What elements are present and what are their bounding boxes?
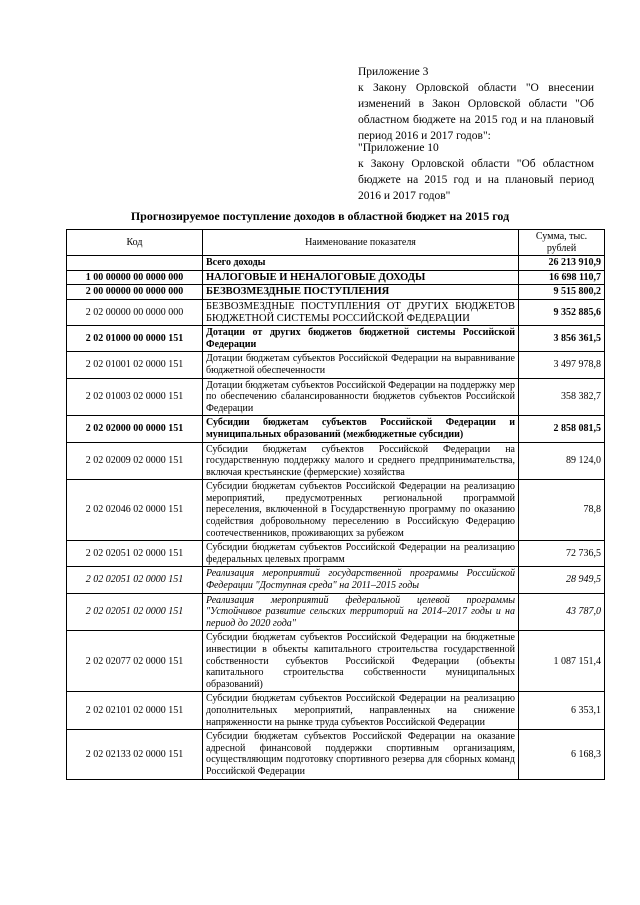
row-sum: 1 087 151,4: [519, 631, 605, 692]
row-name: БЕЗВОЗМЕЗДНЫЕ ПОСТУПЛЕНИЯ: [203, 285, 519, 300]
row-sum: 28 949,5: [519, 567, 605, 593]
row-code: 2 02 02046 02 0000 151: [67, 480, 203, 541]
row-name: Реализация мероприятий государственной программы Российской Федерации "Доступная среда" на 2011–2015 годы: [203, 567, 519, 593]
row-code: 2 02 02051 02 0000 151: [67, 541, 203, 567]
table-row: [67, 256, 605, 271]
row-sum: 43 787,0: [519, 593, 605, 631]
row-code: 1 00 00000 00 0000 000: [67, 270, 203, 285]
document-title: Прогнозируемое поступление доходов в областной бюджет на 2015 год: [130, 209, 510, 223]
row-name: НАЛОГОВЫЕ И НЕНАЛОГОВЫЕ ДОХОДЫ: [203, 270, 519, 285]
table-row: [67, 326, 605, 352]
row-sum: 26 213 910,9: [519, 256, 605, 271]
table-row: [67, 631, 605, 692]
row-name: Реализация мероприятий федеральной целевой программы "Устойчивое развитие сельских территорий на 2014–2017 годы и на период до 2020 года": [203, 593, 519, 631]
row-code: 2 02 00000 00 0000 000: [67, 299, 203, 325]
header-code: Код: [67, 230, 203, 256]
table-row: [67, 541, 605, 567]
table-row: [67, 692, 605, 730]
row-name: Всего доходы: [203, 256, 519, 271]
table-header-row: [67, 230, 605, 256]
row-code: 2 02 02051 02 0000 151: [67, 567, 203, 593]
row-name: Дотации от других бюджетов бюджетной системы Российской Федерации: [203, 326, 519, 352]
table-row: [67, 416, 605, 442]
appendix-3-note: [358, 64, 594, 144]
row-name: Дотации бюджетам субъектов Российской Федерации на выравнивание бюджетной обеспеченности: [203, 352, 519, 378]
row-code: 2 02 02133 02 0000 151: [67, 730, 203, 779]
header-sum: Сумма, тыс. рублей: [519, 230, 605, 256]
row-name: БЕЗВОЗМЕЗДНЫЕ ПОСТУПЛЕНИЯ ОТ ДРУГИХ БЮДЖЕТОВ БЮДЖЕТНОЙ СИСТЕМЫ РОССИЙСКОЙ ФЕДЕРАЦИИ: [203, 299, 519, 325]
row-code: 2 02 02000 00 0000 151: [67, 416, 203, 442]
row-name: Субсидии бюджетам субъектов Российской Федерации на государственную поддержку малого и среднего предпринимательства, включая крестьянские (фермерские) хозяйства: [203, 442, 519, 480]
row-code: 2 02 01001 02 0000 151: [67, 352, 203, 378]
revenue-table: [66, 229, 605, 780]
row-code: 2 02 02009 02 0000 151: [67, 442, 203, 480]
row-code: 2 02 02051 02 0000 151: [67, 593, 203, 631]
appendix-10-label: "Приложение 10: [358, 142, 439, 154]
row-name: Субсидии бюджетам субъектов Российской Федерации на реализацию мероприятий, предусмотренных региональной программой переселения, включенной в Государственную программу по оказанию содействия добровольному переселению в Российскую Федерацию соотечественников, проживающих за рубежом: [203, 480, 519, 541]
row-name: Субсидии бюджетам субъектов Российской Федерации на бюджетные инвестиции в объекты капитального строительства государственной собственности субъектов Российской Федерации (объекты капитального строительства собственности муниципальных образований): [203, 631, 519, 692]
table-row: [67, 299, 605, 325]
table-row: [67, 442, 605, 480]
appendix-10-note: [358, 140, 594, 204]
row-code: 2 02 02101 02 0000 151: [67, 692, 203, 730]
row-sum: 16 698 110,7: [519, 270, 605, 285]
table-row: [67, 378, 605, 416]
row-sum: 89 124,0: [519, 442, 605, 480]
row-name: Субсидии бюджетам субъектов Российской Федерации на реализацию дополнительных мероприятий, направленных на снижение напряженности на рынке труда субъектов Российской Федерации: [203, 692, 519, 730]
row-name: Субсидии бюджетам субъектов Российской Федерации на оказание адресной финансовой поддержки спортивным организациям, осуществляющим подготовку спортивного резерва для сборных команд Российской Федерации: [203, 730, 519, 779]
table-row: [67, 352, 605, 378]
appendix-3-label: Приложение 3: [358, 66, 429, 78]
row-sum: 6 353,1: [519, 692, 605, 730]
row-code: 2 00 00000 00 0000 000: [67, 285, 203, 300]
row-sum: 72 736,5: [519, 541, 605, 567]
row-sum: 9 352 885,6: [519, 299, 605, 325]
row-sum: 6 168,3: [519, 730, 605, 779]
row-code: 2 02 01000 00 0000 151: [67, 326, 203, 352]
header-name: Наименование показателя: [203, 230, 519, 256]
table-row: [67, 730, 605, 779]
row-name: Субсидии бюджетам субъектов Российской Федерации на реализацию федеральных целевых программ: [203, 541, 519, 567]
row-sum: 9 515 800,2: [519, 285, 605, 300]
appendix-3-text: к Закону Орловской области "О внесении изменений в Закон Орловской области "Об областном бюджете на 2015 год и на плановый период 2016 и 2017 годов":: [358, 82, 594, 142]
row-sum: 78,8: [519, 480, 605, 541]
row-name: Субсидии бюджетам субъектов Российской Федерации и муниципальных образований (межбюджетные субсидии): [203, 416, 519, 442]
row-code: [67, 256, 203, 271]
table-row: [67, 567, 605, 593]
table-row: [67, 593, 605, 631]
appendix-10-text: к Закону Орловской области "Об областном бюджете на 2015 год и на плановый период 2016 и 2017 годов": [358, 158, 594, 202]
row-code: 2 02 01003 02 0000 151: [67, 378, 203, 416]
row-sum: 2 858 081,5: [519, 416, 605, 442]
row-name: Дотации бюджетам субъектов Российской Федерации на поддержку мер по обеспечению сбалансированности бюджетов субъектов Российской Федерации: [203, 378, 519, 416]
table-row: [67, 270, 605, 285]
row-sum: 358 382,7: [519, 378, 605, 416]
row-sum: 3 856 361,5: [519, 326, 605, 352]
row-sum: 3 497 978,8: [519, 352, 605, 378]
table-row: [67, 285, 605, 300]
row-code: 2 02 02077 02 0000 151: [67, 631, 203, 692]
table-row: [67, 480, 605, 541]
